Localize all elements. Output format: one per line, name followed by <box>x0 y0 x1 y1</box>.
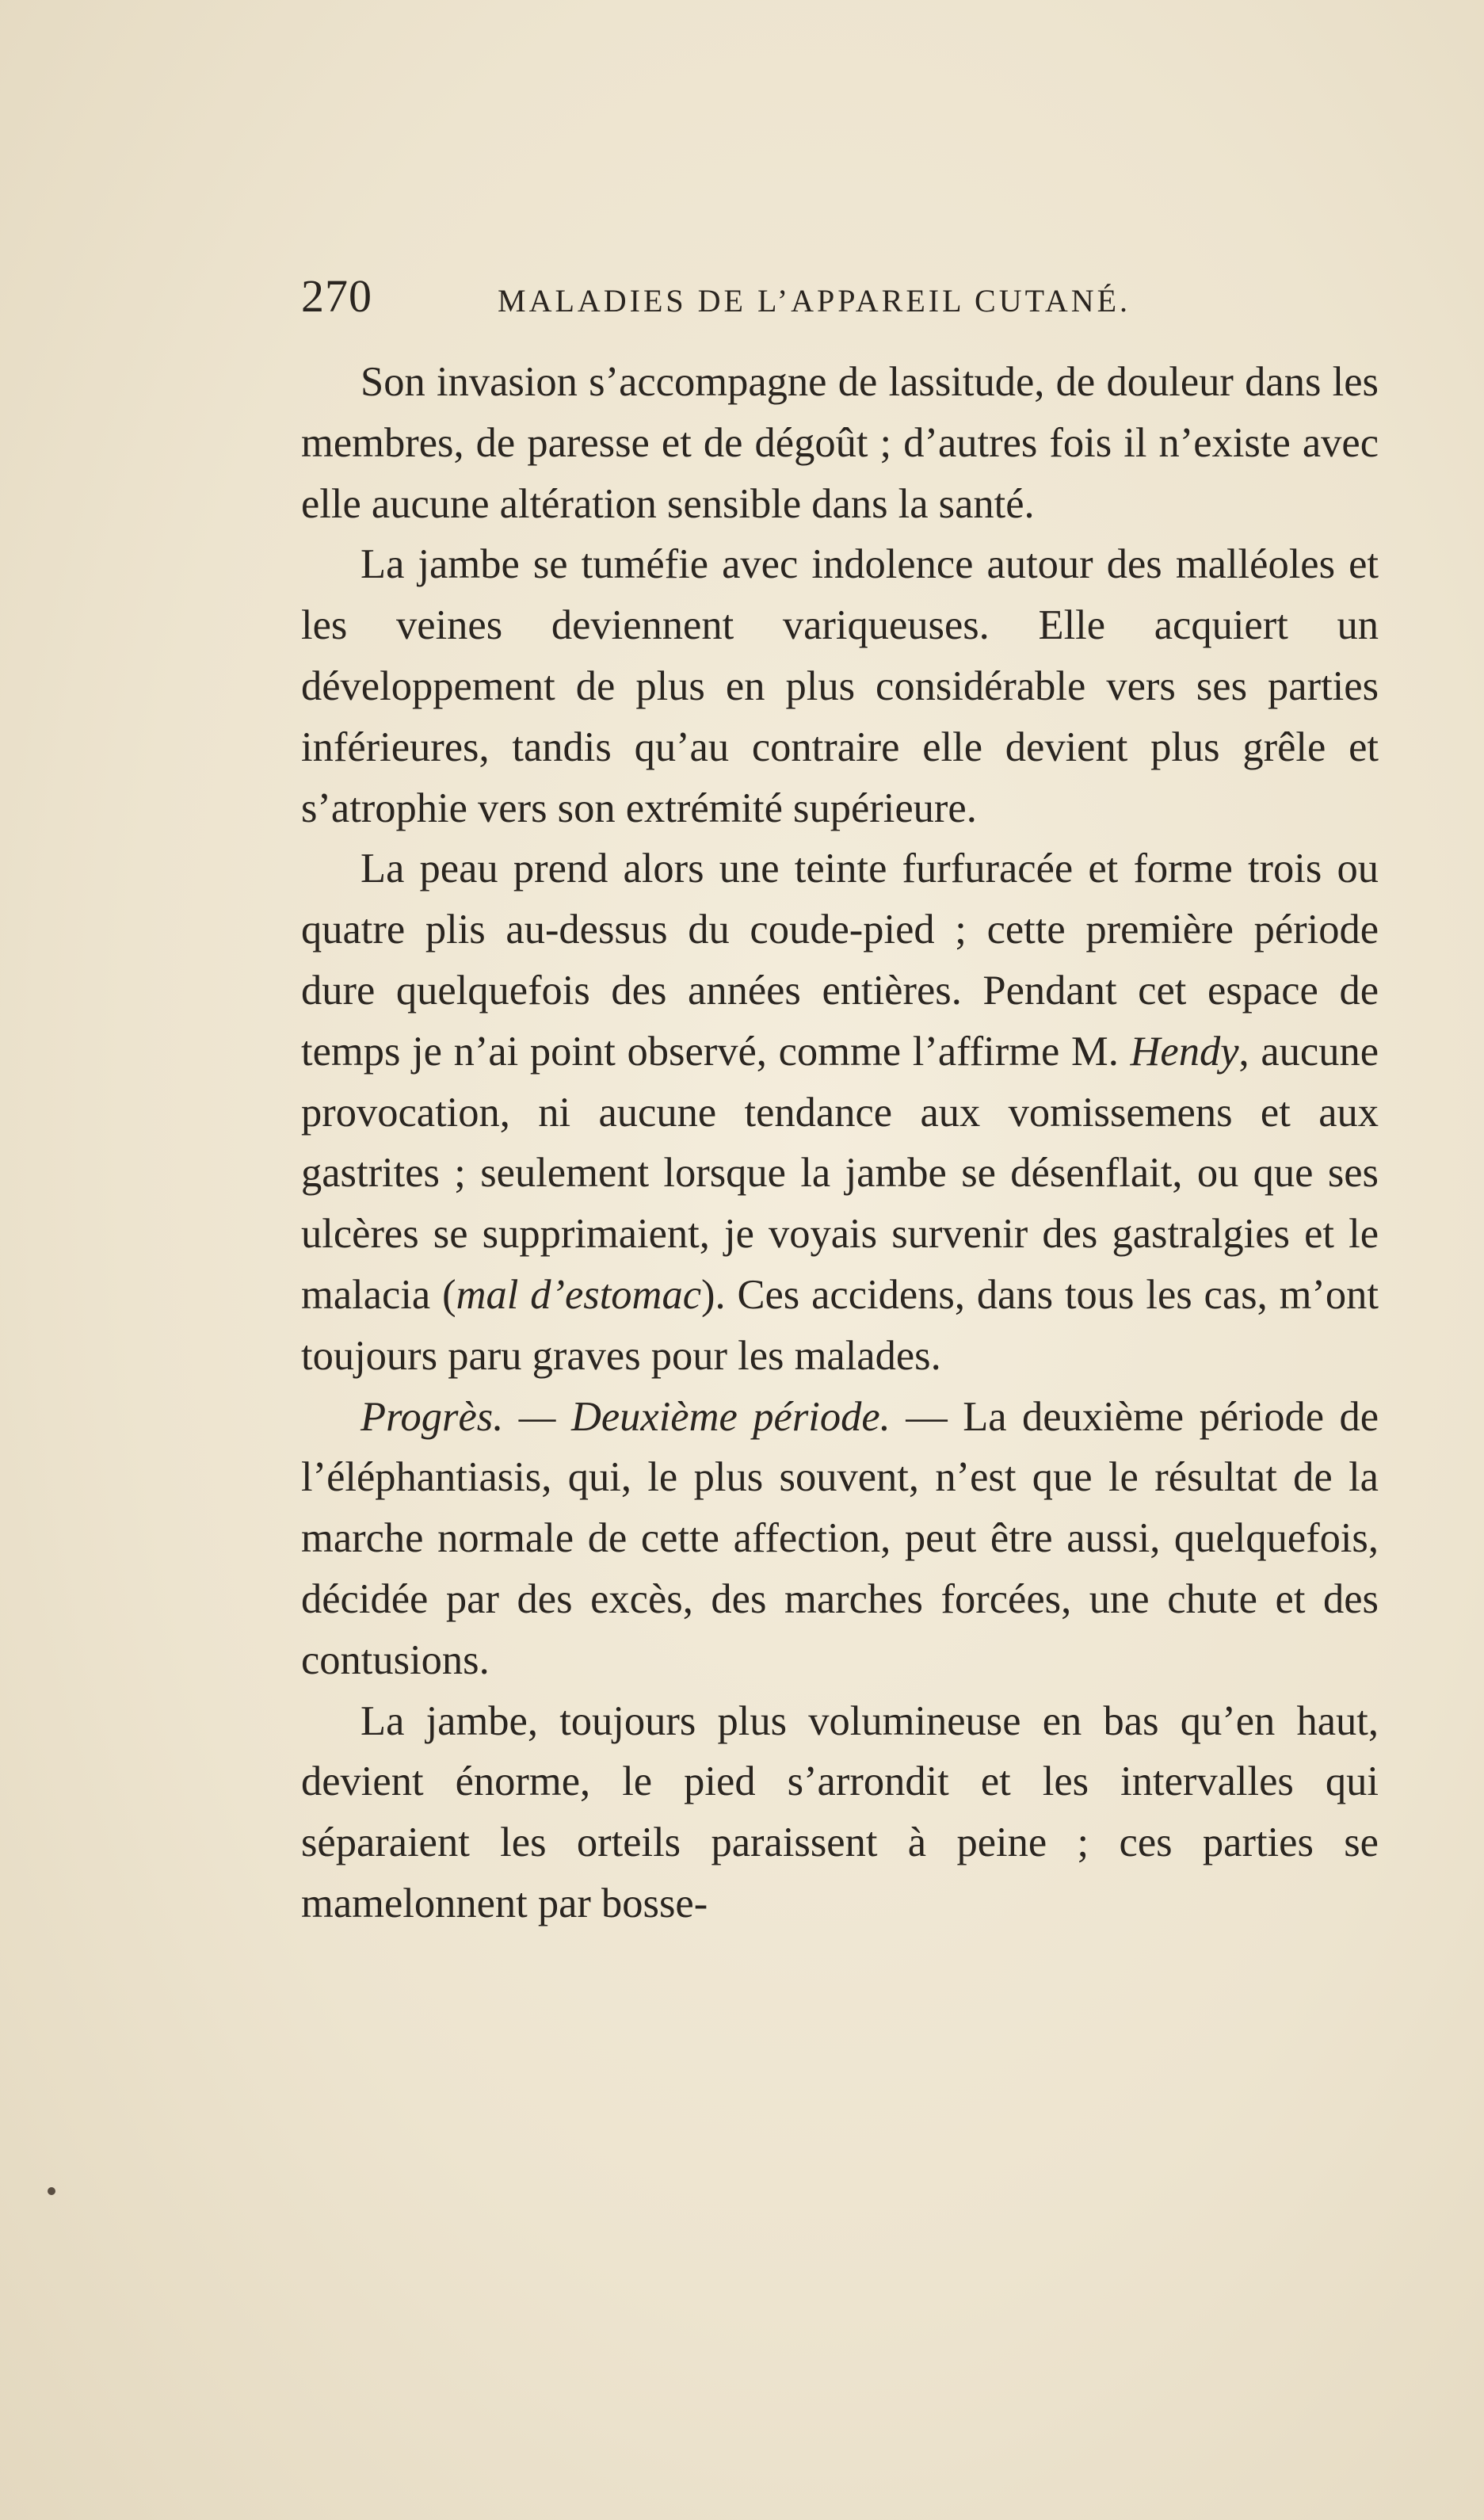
author-name: Hendy <box>1130 1028 1239 1075</box>
paragraph <box>301 838 1379 1386</box>
text-run: Son invasion s’accompagne de lassitude, de douleur dans les membres, de paresse et de dégoût ; d’autres fois il n’existe avec elle aucune altération sensible dans la santé. <box>301 359 1379 527</box>
running-head <box>301 269 1379 341</box>
running-title: MALADIES DE L’APPAREIL CUTANÉ. <box>498 283 1131 319</box>
text-run: , aucune provocation, ni aucune tendance aux vomissemens et aux gastrites ; seulement lorsque la jambe se désenflait, ou que ses ulcères se supprimaient, je voyais survenir des gastralgies et le malacia ( <box>301 1028 1379 1318</box>
page-number: 270 <box>301 270 372 322</box>
section-heading: Progrès. — Deuxième période. <box>361 1393 891 1440</box>
paragraph <box>301 1387 1379 1691</box>
paragraph <box>301 1691 1379 1934</box>
italic-gloss: mal d’estomac <box>456 1271 701 1318</box>
text-run: La peau prend alors une teinte furfuracée et forme trois ou quatre plis au-dessus du coude-pied ; cette première période dure quelquefois des années entières. Pendant cet espace de temps je n’ai point observé, comme l’affirme M. <box>301 846 1379 1075</box>
text-run: La jambe se tuméfie avec indolence autour des malléoles et les veines deviennent variqueuses. Elle acquiert un développement de plus en plus considérable vers ses parties inférieures, tandis qu’au contraire elle devient plus grêle et s’atrophie vers son extrémité supérieure. <box>301 541 1379 831</box>
book-page <box>301 269 1379 1934</box>
text-run: La jambe, toujours plus volumineuse en bas qu’en haut, devient énorme, le pied s’arrondit et les intervalles qui séparaient les orteils paraissent à peine ; ces parties se mamelonnent par bosse- <box>301 1697 1379 1926</box>
body-text <box>301 352 1379 1934</box>
paper-speck <box>48 2187 55 2195</box>
text-run: ). Ces accidens, dans tous les cas, m’ont toujours paru graves pour les malades. <box>301 1271 1379 1379</box>
paragraph <box>301 534 1379 838</box>
paragraph <box>301 352 1379 534</box>
text-run: — La deuxième période de l’éléphantiasis, qui, le plus souvent, n’est que le résultat de la marche normale de cette affection, peut être aussi, quelquefois, décidée par des excès, des marches forcées, une chute et des contusions. <box>301 1393 1379 1683</box>
